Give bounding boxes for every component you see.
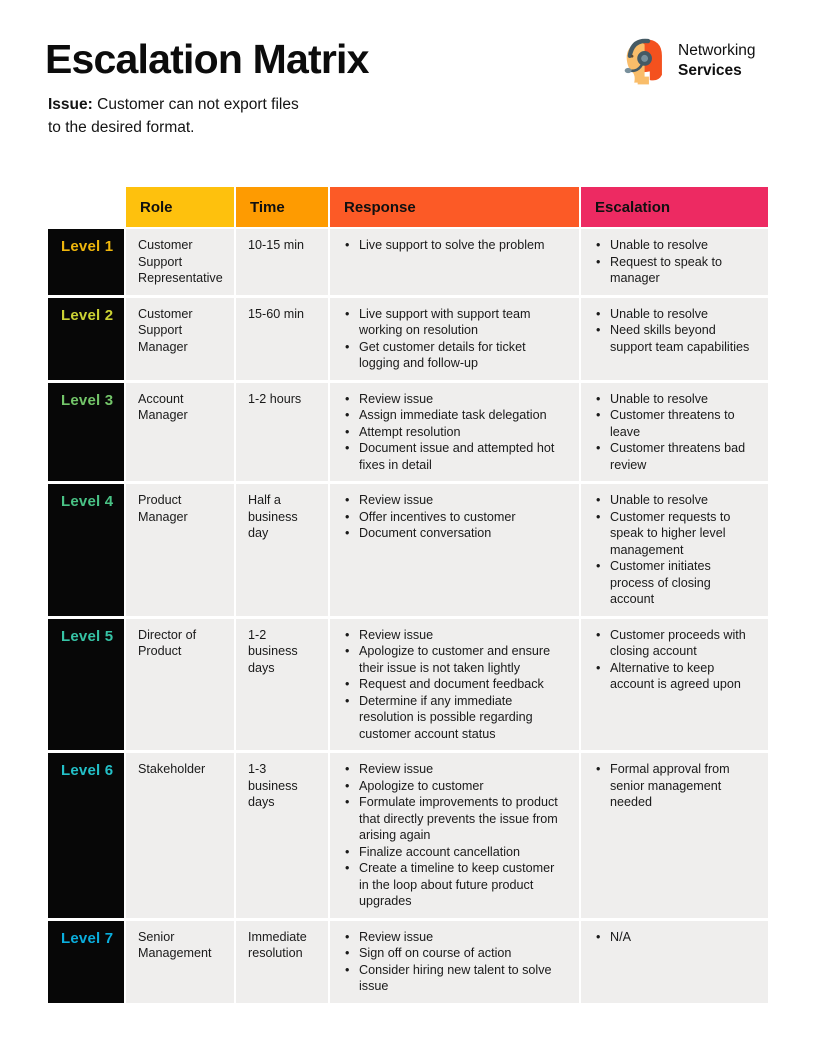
level-label: Level 3 bbox=[61, 391, 114, 409]
time-cell: 1-2 business days bbox=[236, 619, 328, 751]
bullet-item: • Apologize to customer bbox=[342, 778, 567, 795]
bullet-item: • Live support to solve the problem bbox=[342, 237, 567, 254]
table-row bbox=[48, 921, 768, 1003]
bullet-item: • Attempt resolution bbox=[342, 424, 567, 441]
bullet-item: • Get customer details for ticket logging and follow-up bbox=[342, 339, 567, 372]
level-cell bbox=[48, 753, 124, 918]
time-cell: Immediate resolution bbox=[236, 921, 328, 1003]
bullet-item: • Live support with support team working on resolution bbox=[342, 306, 567, 339]
brand-logo bbox=[616, 33, 756, 89]
escalation-list bbox=[593, 627, 756, 693]
role-cell: Product Manager bbox=[126, 484, 234, 616]
issue-statement bbox=[48, 93, 304, 140]
bullet-item: • Customer threatens bad review bbox=[593, 440, 756, 473]
escalation-list bbox=[593, 761, 756, 811]
logo-line2: Services bbox=[678, 62, 742, 79]
time-cell: Half a business day bbox=[236, 484, 328, 616]
bullet-item: • Formal approval from senior management needed bbox=[593, 761, 756, 811]
escalation-cell bbox=[581, 619, 768, 751]
header-spacer-cell bbox=[48, 187, 124, 227]
escalation-list bbox=[593, 237, 756, 287]
logo-text bbox=[678, 41, 756, 82]
escalation-list bbox=[593, 306, 756, 356]
time-cell: 1-2 hours bbox=[236, 383, 328, 482]
response-cell bbox=[330, 298, 579, 380]
escalation-cell bbox=[581, 753, 768, 918]
bullet-item: • Review issue bbox=[342, 492, 567, 509]
issue-text: Customer can not export files to the desired format. bbox=[48, 96, 299, 137]
bullet-item: • Customer initiates process of closing account bbox=[593, 558, 756, 608]
time-cell: 10-15 min bbox=[236, 229, 328, 295]
role-cell: Director of Product bbox=[126, 619, 234, 751]
level-cell bbox=[48, 484, 124, 616]
support-agent-headset-icon bbox=[616, 33, 668, 89]
bullet-item: • Review issue bbox=[342, 929, 567, 946]
bullet-item: • N/A bbox=[593, 929, 756, 946]
bullet-item: • Create a timeline to keep customer in the loop about future product upgrades bbox=[342, 860, 567, 910]
escalation-cell bbox=[581, 298, 768, 380]
response-cell bbox=[330, 921, 579, 1003]
response-cell bbox=[330, 383, 579, 482]
bullet-item: • Unable to resolve bbox=[593, 391, 756, 408]
bullet-item: • Review issue bbox=[342, 627, 567, 644]
response-list bbox=[342, 391, 567, 474]
time-cell: 1-3 business days bbox=[236, 753, 328, 918]
bullet-item: • Sign off on course of action bbox=[342, 945, 567, 962]
level-label: Level 6 bbox=[61, 762, 114, 779]
bullet-item: • Determine if any immediate resolution is possible regarding customer account status bbox=[342, 693, 567, 743]
bullet-item: • Unable to resolve bbox=[593, 237, 756, 254]
role-cell: Senior Management bbox=[126, 921, 234, 1003]
header-time: Time bbox=[236, 187, 328, 227]
bullet-item: • Alternative to keep account is agreed upon bbox=[593, 660, 756, 693]
table-row bbox=[48, 619, 768, 751]
bullet-item: • Finalize account cancellation bbox=[342, 844, 567, 861]
escalation-cell bbox=[581, 484, 768, 616]
bullet-item: • Customer threatens to leave bbox=[593, 407, 756, 440]
bullet-item: • Request and document feedback bbox=[342, 676, 567, 693]
bullet-item: • Document issue and attempted hot fixes in detail bbox=[342, 440, 567, 473]
bullet-item: • Request to speak to manager bbox=[593, 254, 756, 287]
level-label: Level 2 bbox=[61, 306, 114, 324]
table-row bbox=[48, 383, 768, 482]
response-cell bbox=[330, 484, 579, 616]
level-label: Level 7 bbox=[61, 929, 114, 947]
role-cell: Account Manager bbox=[126, 383, 234, 482]
response-list bbox=[342, 627, 567, 743]
table-row bbox=[48, 229, 768, 295]
role-cell: Customer Support Representative bbox=[126, 229, 234, 295]
bullet-item: • Offer incentives to customer bbox=[342, 509, 567, 526]
escalation-cell bbox=[581, 383, 768, 482]
level-cell bbox=[48, 383, 124, 482]
escalation-table bbox=[48, 187, 768, 1006]
escalation-cell bbox=[581, 229, 768, 295]
bullet-item: • Assign immediate task delegation bbox=[342, 407, 567, 424]
bullet-item: • Apologize to customer and ensure their issue is not taken lightly bbox=[342, 643, 567, 676]
escalation-list bbox=[593, 492, 756, 608]
level-label: Level 5 bbox=[61, 627, 114, 645]
role-cell: Customer Support Manager bbox=[126, 298, 234, 380]
level-label: Level 4 bbox=[61, 493, 114, 510]
response-list bbox=[342, 929, 567, 995]
escalation-list bbox=[593, 391, 756, 474]
table-row bbox=[48, 753, 768, 918]
level-cell bbox=[48, 229, 124, 295]
bullet-item: • Formulate improvements to product that directly prevents the issue from arising again bbox=[342, 794, 567, 844]
escalation-list bbox=[593, 929, 756, 946]
page-title: Escalation Matrix bbox=[45, 36, 369, 82]
bullet-item: • Customer requests to speak to higher level management bbox=[593, 509, 756, 559]
bullet-item: • Customer proceeds with closing account bbox=[593, 627, 756, 660]
header-escalation: Escalation bbox=[581, 187, 768, 227]
bullet-item: • Need skills beyond support team capabilities bbox=[593, 322, 756, 355]
bullet-item: • Review issue bbox=[342, 761, 567, 778]
response-cell bbox=[330, 229, 579, 295]
response-cell bbox=[330, 619, 579, 751]
role-cell: Stakeholder bbox=[126, 753, 234, 918]
response-cell bbox=[330, 753, 579, 918]
response-list bbox=[342, 306, 567, 372]
logo-line1: Networking bbox=[678, 41, 756, 59]
escalation-cell bbox=[581, 921, 768, 1003]
table-header-row bbox=[48, 187, 768, 227]
issue-label: Issue: bbox=[48, 96, 93, 113]
header-role: Role bbox=[126, 187, 234, 227]
level-cell bbox=[48, 619, 124, 751]
level-cell bbox=[48, 921, 124, 1003]
table-row bbox=[48, 298, 768, 380]
level-cell bbox=[48, 298, 124, 380]
bullet-item: • Review issue bbox=[342, 391, 567, 408]
response-list bbox=[342, 761, 567, 910]
table-body bbox=[48, 229, 768, 1003]
bullet-item: • Unable to resolve bbox=[593, 492, 756, 509]
header-response: Response bbox=[330, 187, 579, 227]
table-row bbox=[48, 484, 768, 616]
response-list bbox=[342, 492, 567, 542]
bullet-item: • Consider hiring new talent to solve issue bbox=[342, 962, 567, 995]
level-label: Level 1 bbox=[61, 238, 114, 255]
response-list bbox=[342, 237, 567, 254]
bullet-item: • Unable to resolve bbox=[593, 306, 756, 323]
time-cell: 15-60 min bbox=[236, 298, 328, 380]
bullet-item: • Document conversation bbox=[342, 525, 567, 542]
